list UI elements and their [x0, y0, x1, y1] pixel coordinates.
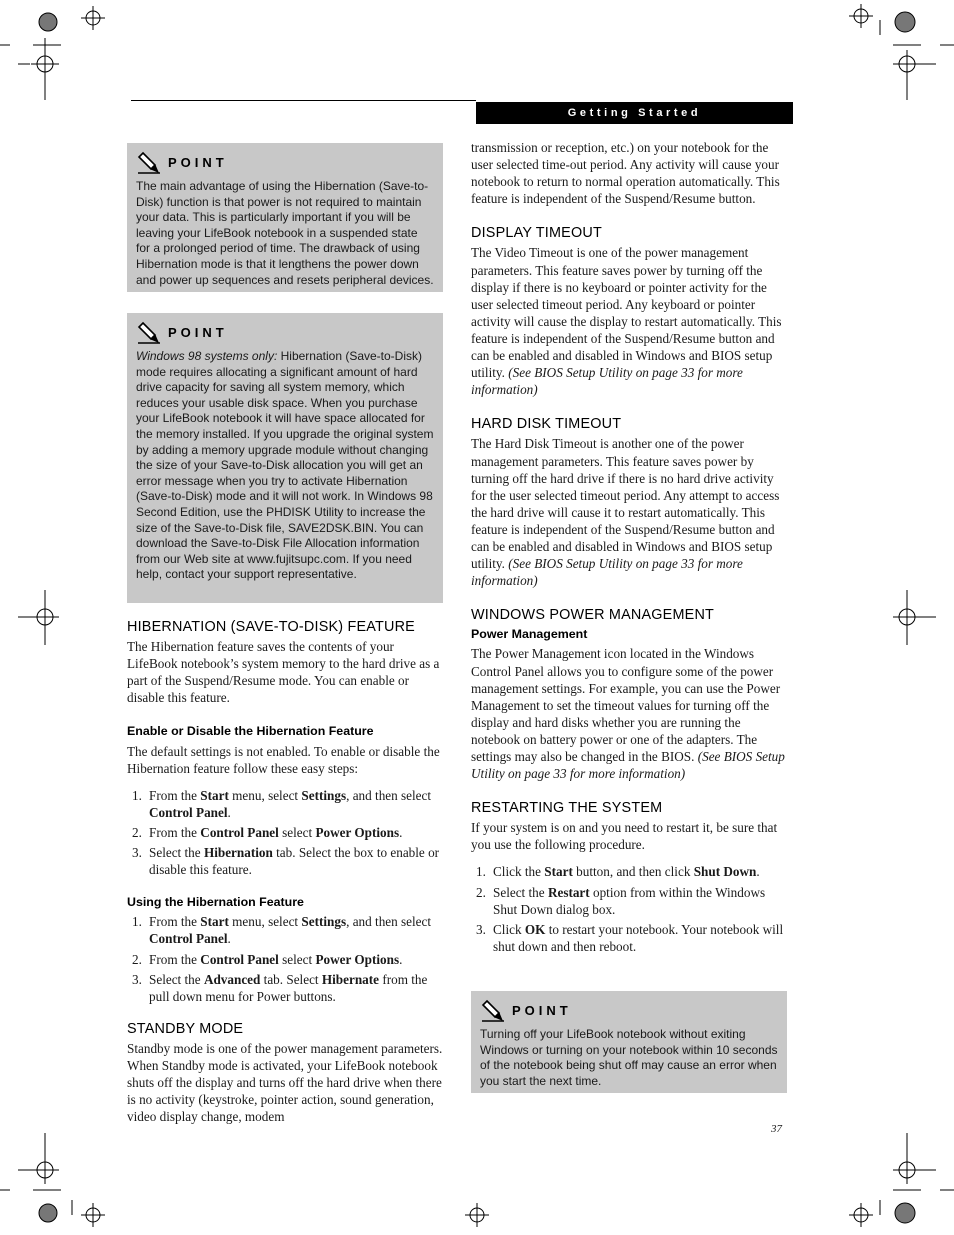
- pencil-note-icon: [136, 321, 162, 345]
- step-keyword: Hibernate: [321, 971, 380, 987]
- step-text: .: [227, 804, 231, 820]
- step-keyword: Control Panel: [200, 824, 279, 840]
- point-title: POINT: [168, 155, 228, 171]
- step-keyword: Start: [200, 787, 229, 803]
- enable-hibernation-body: The default settings is not enabled. To enable or disable the Hibernation feature follow these easy steps:: [127, 743, 440, 776]
- cross-reference: (See BIOS Setup Utility on page 33 for more information): [471, 749, 785, 782]
- step-text: menu, select: [228, 914, 302, 930]
- step-text: button, and then click: [572, 864, 694, 880]
- point-title: POINT: [168, 325, 228, 341]
- pencil-note-icon: [136, 151, 162, 175]
- step-keyword: Settings: [301, 914, 347, 930]
- point-body: Hibernation (Save-to-Disk) mode requires allocating a significant amount of hard drive capacity for saving all system memory, which reduces your usable disk space. When you purchase your LifeBook notebook it will have space allocated for the memory installed. If you upgrade the original system by adding a memory upgrade module without changing the size of your Save-to-Disk allocation you will get an error message when you try to activate Hibernation (Save-to-Disk) mode and it will not work. In Windows 98 Second Edition, use the PHDISK Utility to increase the size of the Save-to-Disk file, SAVE2DSK.BIN. You can download the Save-to-Disk File Allocation information from our Web site at www.fujitsupc.com. If you need help, contact your support representative.: [136, 349, 434, 582]
- standby-body: Standby mode is one of the power management parameters. When Standby mode is activated, your LifeBook notebook shuts off the display and turns off the hard drive when there is no activity (keystroke, pointer action, sound generation, video display change, modem: [127, 1040, 443, 1125]
- point-text: [136, 349, 434, 583]
- step-text: .: [756, 864, 760, 880]
- restarting-heading: RESTARTING THE SYSTEM: [471, 800, 663, 817]
- point-box-3: [471, 991, 787, 1093]
- step-text: menu, select: [228, 787, 302, 803]
- step-text: , and then select: [346, 787, 432, 803]
- hard-disk-timeout-body: [471, 435, 787, 589]
- step-number: 2.: [132, 824, 142, 840]
- step-text: select: [278, 951, 316, 967]
- step-number: 2.: [476, 884, 486, 900]
- hard-disk-timeout-heading: HARD DISK TIMEOUT: [471, 416, 622, 433]
- restarting-body: If your system is on and you need to restart it, be sure that you use the following procedure.: [471, 820, 778, 853]
- using-steps-list: [127, 913, 445, 1004]
- step-text: tab. Select the box to enable or disable this feature.: [149, 845, 440, 878]
- display-timeout-body: [471, 244, 787, 398]
- step-text: option from within the Windows Shut Down dialog box.: [493, 884, 766, 917]
- point-text: Turning off your LifeBook notebook without exiting Windows or turning on your notebook within 10 seconds of the notebook being shut off may cause an error when you start the next time.: [480, 1027, 778, 1088]
- point-heading: [480, 997, 778, 1025]
- step-text: select: [278, 824, 316, 840]
- list-item: [127, 971, 445, 1005]
- hibernation-heading: HIBERNATION (SAVE-TO-DISK) FEATURE: [127, 619, 415, 635]
- header-rule: [131, 100, 476, 101]
- step-keyword: Control Panel: [200, 951, 279, 967]
- step-number: 1.: [132, 787, 142, 803]
- step-number: 2.: [132, 951, 142, 967]
- list-item: [471, 921, 787, 955]
- list-item: [127, 844, 445, 878]
- step-text: .: [399, 951, 403, 967]
- body-text: The Hard Disk Timeout is another one of the power management parameters. This feature saves power by turning off the hard drive if there is no hard drive activity for the user selected timeout period. Any attempt to access the hard drive will cause it to restart automatically. This feature is independent of the Suspend/Resume button and can be enabled and disabled in Windows and BIOS setup utility.: [471, 436, 780, 572]
- step-keyword: Power Options: [315, 824, 400, 840]
- step-text: From the: [149, 951, 201, 967]
- power-management-subheading: Power Management: [471, 627, 588, 642]
- enable-hibernation-heading: Enable or Disable the Hibernation Feature: [127, 724, 374, 739]
- windows-pm-body: [471, 645, 787, 782]
- step-text: From the: [149, 824, 201, 840]
- point-box-1: [127, 143, 443, 292]
- step-keyword: Start: [200, 914, 229, 930]
- step-keyword: Advanced: [203, 971, 261, 987]
- hibernation-body: The Hibernation feature saves the contents of your LifeBook notebook’s system memory to the hard drive as a part of the Suspend/Resume mode. You can enable or disable this feature.: [127, 639, 440, 706]
- page-number: 37: [771, 1123, 782, 1135]
- right-column: [471, 139, 787, 958]
- list-item: [471, 863, 787, 880]
- body-text: The Video Timeout is one of the power management parameters. This feature saves power by turning off the display if there is no keyboard or pointer activity for the user selected timeout period. Any keyboard or pointer activity will cause the display to restart automatically. This feature is independent of the Suspend/Resume button and can be enabled and disabled in Windows and BIOS setup utility.: [471, 245, 782, 381]
- step-text: from the pull down menu for Power buttons.: [149, 971, 428, 1004]
- step-text: .: [227, 931, 231, 947]
- cross-reference: (See BIOS Setup Utility on page 33 for more information): [471, 365, 743, 398]
- step-text: .: [399, 824, 403, 840]
- list-item: [127, 787, 445, 821]
- step-number: 1.: [132, 914, 142, 930]
- step-text: From the: [149, 787, 201, 803]
- list-item: [127, 824, 445, 841]
- step-keyword: Control Panel: [149, 931, 228, 947]
- point-heading: [136, 149, 434, 177]
- point-title: POINT: [512, 1003, 572, 1019]
- step-keyword: Hibernation: [203, 845, 273, 861]
- step-text: From the: [149, 914, 201, 930]
- windows-pm-heading: WINDOWS POWER MANAGEMENT: [471, 607, 715, 624]
- step-keyword: Settings: [301, 787, 347, 803]
- step-keyword: Control Panel: [149, 804, 228, 820]
- cross-reference: (See BIOS Setup Utility on page 33 for more information): [471, 556, 743, 589]
- point-lead: Windows 98 systems only:: [136, 349, 278, 363]
- standby-body-continued: transmission or reception, etc.) on your notebook for the user selected time-out period. Any activity will cause your notebook to return to normal operation automatically. This feature is independent of the Suspend/Resume button.: [471, 140, 780, 207]
- body-text: The Power Management icon located in the Windows Control Panel allows you to configure some of the power management settings. For example, you can use the Power Management to set the timeout values for turning off the display and hard disks whether you are running the notebook on battery power or one of the adapters. The settings may also be changed in the BIOS.: [471, 646, 781, 764]
- list-item: [471, 884, 787, 918]
- step-text: Select the: [493, 884, 548, 900]
- standby-heading: STANDBY MODE: [127, 1020, 244, 1037]
- list-item: [127, 913, 445, 947]
- step-keyword: Restart: [547, 884, 590, 900]
- step-keyword: Start: [544, 864, 573, 880]
- step-number: 3.: [132, 971, 142, 987]
- section-header: Getting Started: [476, 102, 793, 124]
- point-box-2: [127, 313, 443, 603]
- point-text: The main advantage of using the Hibernation (Save-to-Disk) function is that power is not required to maintain your data. This is particularly important if you will be leaving your LifeBook notebook in a suspended state for a prolonged period of time. The drawback of using Hibernation mode is that it lengthens the power down and power up sequences and resets peripheral devices.: [136, 179, 434, 287]
- pencil-note-icon: [480, 999, 506, 1023]
- left-column: [127, 619, 445, 1125]
- step-number: 1.: [476, 864, 486, 880]
- step-text: tab. Select: [260, 971, 322, 987]
- step-keyword: Shut Down: [693, 864, 757, 880]
- point-heading: [136, 319, 434, 347]
- step-text: to restart your notebook. Your notebook will shut down and then reboot.: [493, 921, 784, 954]
- restart-steps-list: [471, 863, 787, 954]
- list-item: [127, 951, 445, 968]
- step-text: Click the: [493, 864, 545, 880]
- step-text: Select the: [149, 971, 204, 987]
- step-text: , and then select: [346, 914, 432, 930]
- step-number: 3.: [132, 845, 142, 861]
- step-keyword: OK: [524, 921, 546, 937]
- enable-steps-list: [127, 787, 445, 878]
- using-hibernation-heading: Using the Hibernation Feature: [127, 895, 304, 910]
- step-keyword: Power Options: [315, 951, 400, 967]
- step-text: Select the: [149, 845, 204, 861]
- step-text: Click: [493, 921, 525, 937]
- step-number: 3.: [476, 921, 486, 937]
- display-timeout-heading: DISPLAY TIMEOUT: [471, 225, 602, 242]
